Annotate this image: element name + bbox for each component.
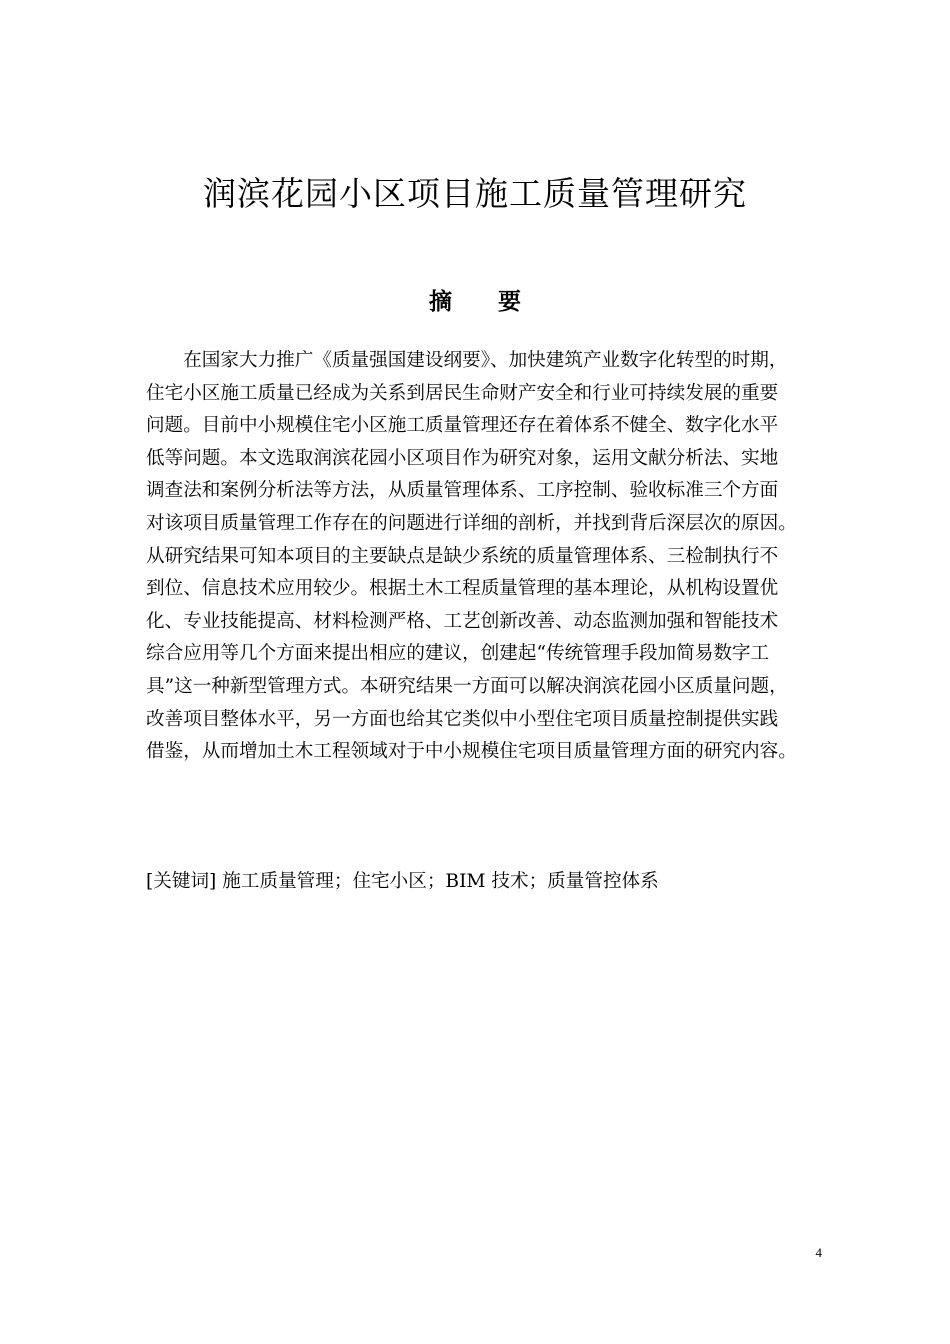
abstract-body bbox=[146, 345, 816, 769]
abstract-line: 低等问题。本文选取润滨花园小区项目作为研究对象，运用文献分析法、实地 bbox=[146, 447, 779, 469]
abstract-line: 具”这一种新型管理方式。本研究结果一方面可以解决润滨花园小区质量问题， bbox=[146, 675, 788, 697]
keywords-text: 施工质量管理；住宅小区；BIM 技术；质量管控体系 bbox=[222, 871, 659, 892]
abstract-line: 住宅小区施工质量已经成为关系到居民生命财产安全和行业可持续发展的重要 bbox=[146, 382, 779, 404]
keywords bbox=[146, 866, 826, 898]
abstract-line: 化、专业技能提高、材料检测严格、工艺创新改善、动态监测加强和智能技术 bbox=[146, 610, 779, 632]
abstract-line: 借鉴，从而增加土木工程领域对于中小规模住宅项目质量管理方面的研究内容。 bbox=[146, 741, 797, 763]
keywords-label: [关键词] bbox=[146, 871, 217, 892]
page-number: 4 bbox=[815, 1245, 822, 1260]
abstract-line: 综合应用等几个方面来提出相应的建议，创建起“传统管理手段加简易数字工 bbox=[146, 643, 770, 665]
abstract-line: 从研究结果可知本项目的主要缺点是缺少系统的质量管理体系、三检制执行不 bbox=[146, 545, 779, 567]
abstract-line: 改善项目整体水平，另一方面也给其它类似中小型住宅项目质量控制提供实践 bbox=[146, 708, 779, 730]
abstract-line: 调查法和案例分析法等方法，从质量管理体系、工序控制、验收标准三个方面 bbox=[146, 480, 779, 502]
abstract-line: 问题。目前中小规模住宅小区施工质量管理还存在着体系不健全、数字化水平 bbox=[146, 415, 779, 437]
abstract-line: 对该项目质量管理工作存在的问题进行详细的剖析，并找到背后深层次的原因。 bbox=[146, 512, 797, 534]
abstract-line: 在国家大力推广《质量强国建设纲要》、加快建筑产业数字化转型的时期， bbox=[146, 350, 788, 371]
abstract-line: 到位、信息技术应用较少。根据土木工程质量管理的基本理论，从机构设置优 bbox=[146, 578, 779, 600]
abstract-heading: 摘 要 bbox=[429, 289, 521, 315]
paper-title: 润滨花园小区项目施工质量管理研究 bbox=[203, 174, 747, 213]
